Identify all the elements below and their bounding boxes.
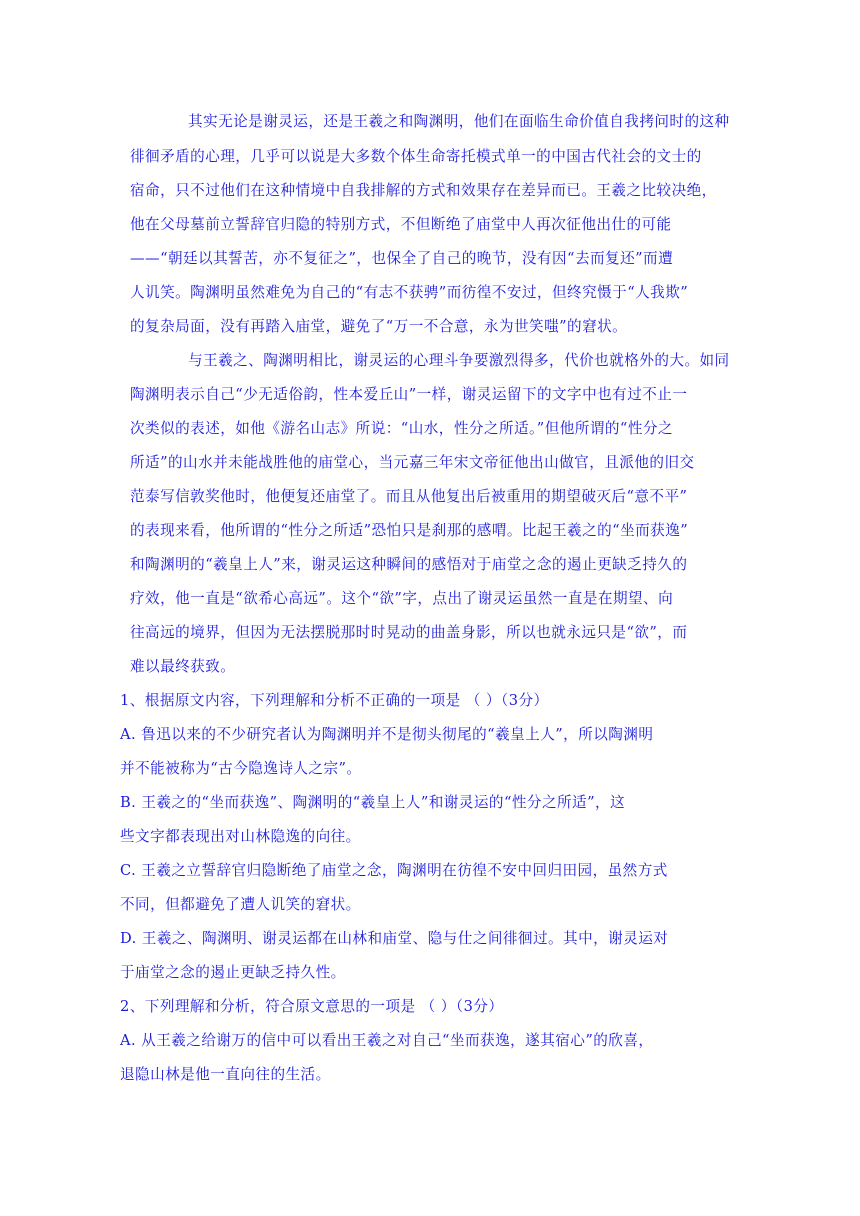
paragraph-line: 人讥笑。陶渊明虽然难免为自己的“有志不获骋”而彷徨不安过，但终究慑于“人我欺” xyxy=(130,284,689,301)
paragraph-line: 的复杂局面，没有再踏入庙堂，避免了“万一不合意，永为世笑嗤”的窘状。 xyxy=(130,318,628,335)
paragraph-line: 陶渊明表示自己“少无适俗韵，性本爱丘山”一样，谢灵运留下的文字中也有过不止一 xyxy=(130,386,688,403)
paragraph-line: 与王羲之、陶渊明相比，谢灵运的心理斗争要激烈得多，代价也就格外的大。如同 xyxy=(188,352,730,369)
question-stem: 2、下列理解和分析，符合原文意思的一项是 （ ）（3分） xyxy=(120,998,504,1015)
paragraph-line: 他在父母墓前立誓辞官归隐的特别方式，不但断绝了庙堂中人再次征他出仕的可能 xyxy=(130,216,672,233)
option-b-line: 些文字都表现出对山林隐逸的向往。 xyxy=(120,828,361,845)
paragraph-line: 宿命，只不过他们在这种情境中自我排解的方式和效果存在差异而已。王羲之比较决绝， xyxy=(130,182,717,199)
question-stem: 1、根据原文内容，下列理解和分析不正确的一项是 （ ）（3分） xyxy=(120,692,549,709)
paragraph-line: 和陶渊明的“羲皇上人”来，谢灵运这种瞬间的感悟对于庙堂之念的遏止更缺乏持久的 xyxy=(130,556,688,573)
option-d-line: 于庙堂之念的遏止更缺乏持久性。 xyxy=(120,964,346,981)
paragraph-line: 疗效，他一直是“欲希心高远”。这个“欲”字，点出了谢灵运虽然一直是在期望、向 xyxy=(130,590,674,607)
paragraph-line: 往高远的境界，但因为无法摆脱那时时晃动的曲盖身影，所以也就永远只是“欲”，而 xyxy=(130,624,688,641)
option-a-line: A. 鲁迅以来的不少研究者认为陶渊明并不是彻头彻尾的“羲皇上人”，所以陶渊明 xyxy=(120,726,654,743)
paragraph-line: 难以最终获致。 xyxy=(130,658,236,675)
option-b-line: B. 王羲之的“坐而获逸”、陶渊明的“羲皇上人”和谢灵运的“性分之所适”，这 xyxy=(120,794,626,811)
paragraph-line: 其实无论是谢灵运，还是王羲之和陶渊明，他们在面临生命价值自我拷问时的这种 xyxy=(188,113,730,130)
option-c-line: 不同，但都避免了遭人讥笑的窘状。 xyxy=(120,896,361,913)
paragraph-line: 的表现来看，他所谓的“性分之所适”恐怕只是刹那的感喟。比起王羲之的“坐而获逸” xyxy=(130,522,689,539)
option-d-line: D. 王羲之、陶渊明、谢灵运都在山林和庙堂、隐与仕之间徘徊过。其中，谢灵运对 xyxy=(120,930,669,947)
paragraph-line: ——“朝廷以其誓苦，亦不复征之”，也保全了自己的晚节，没有因“去而复还”而遭 xyxy=(130,250,674,267)
paragraph-line: 徘徊矛盾的心理，几乎可以说是大多数个体生命寄托模式单一的中国古代社会的文士的 xyxy=(130,148,702,165)
paragraph-line: 次类似的表述，如他《游名山志》所说：“山水，性分之所适。”但他所谓的“性分之 xyxy=(130,420,673,437)
option-c-line: C. 王羲之立誓辞官归隐断绝了庙堂之念，陶渊明在彷徨不安中回归田园，虽然方式 xyxy=(120,862,668,879)
paragraph-line: 范泰写信敦奖他时，他便复还庙堂了。而且从他复出后被重用的期望破灭后“意不平” xyxy=(130,488,688,505)
paragraph-line: 所适”的山水并未能战胜他的庙堂心，当元嘉三年宋文帝征他出山做官，且派他的旧交 xyxy=(130,454,695,471)
option-a-line: 并不能被称为“古今隐逸诗人之宗”。 xyxy=(120,760,362,777)
option-a-line: 退隐山林是他一直向往的生活。 xyxy=(120,1066,331,1083)
option-a-line: A. 从王羲之给谢万的信中可以看出王羲之对自己“坐而获逸，遂其宿心”的欣喜， xyxy=(120,1032,654,1049)
